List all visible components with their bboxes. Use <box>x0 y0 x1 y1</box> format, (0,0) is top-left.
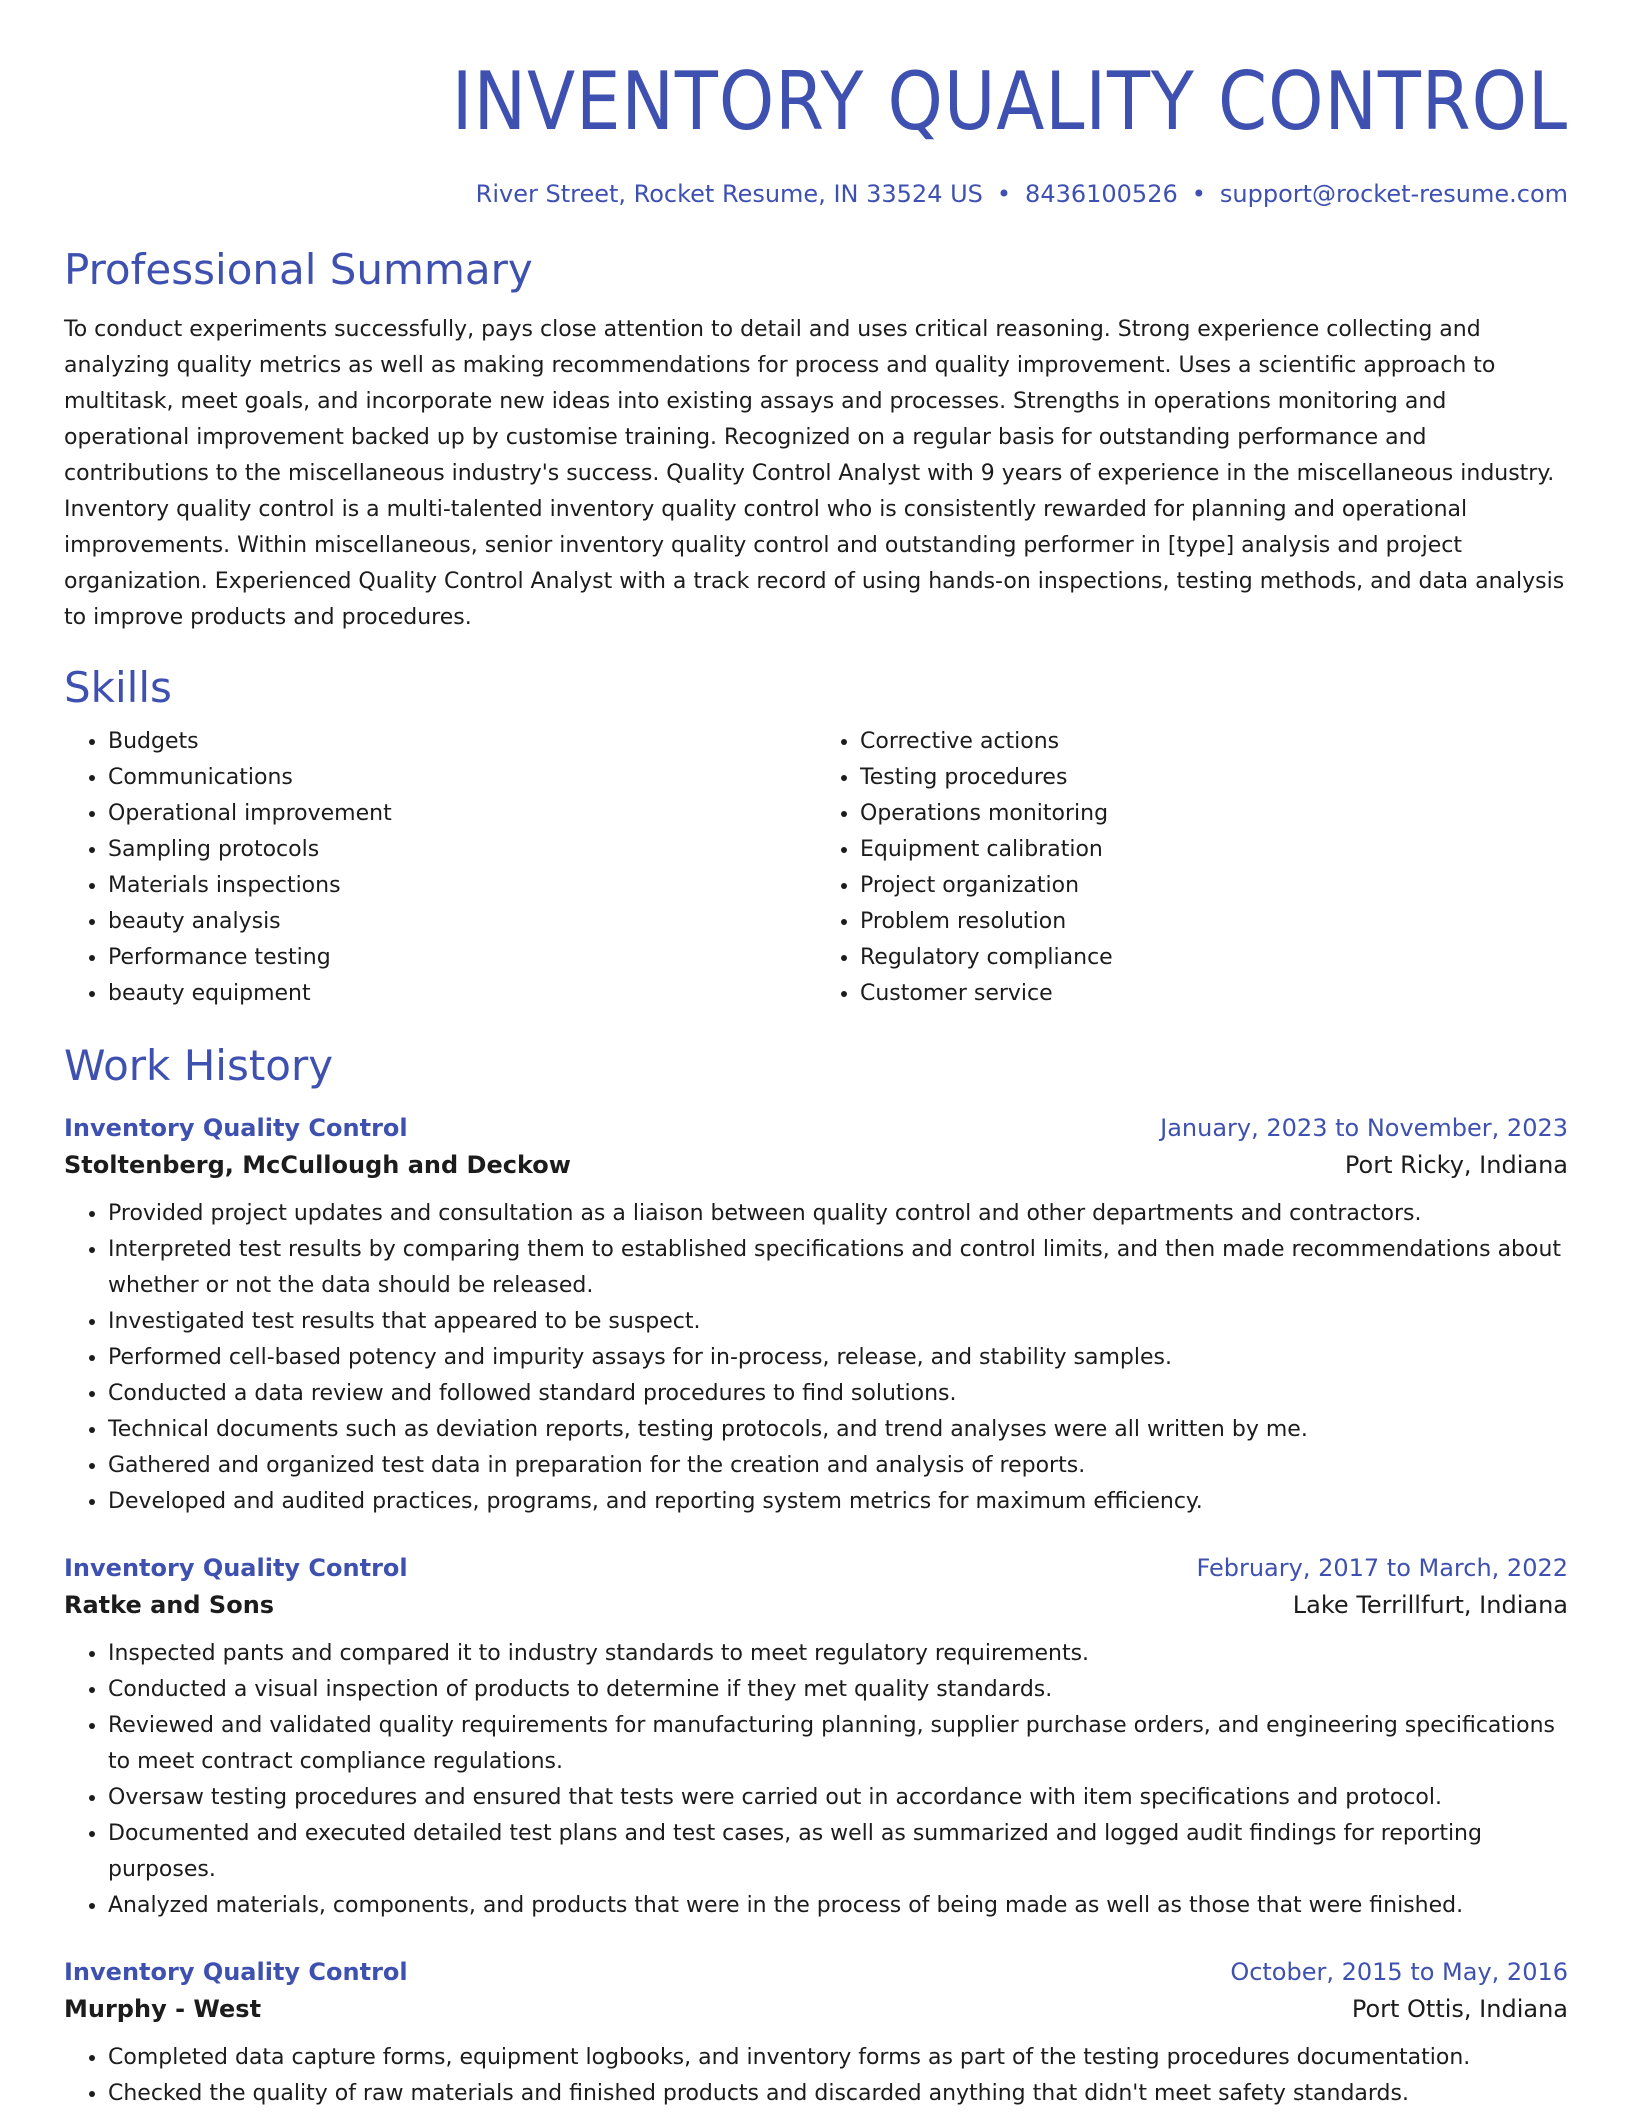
list-item: • beauty equipment <box>108 976 816 1012</box>
skills-heading: Skills <box>64 663 172 712</box>
job-dates: January, 2023 to November, 2023 <box>1160 1114 1568 1142</box>
list-item: • Testing procedures <box>860 760 1568 796</box>
job-entry <box>64 1110 1568 1520</box>
job-bullets <box>64 2040 1568 2112</box>
list-item: • Developed and audited practices, programs, and reporting system metrics for maximum efficiency. <box>108 1484 1568 1520</box>
list-item: • Project organization <box>860 868 1568 904</box>
list-item: • Inspected pants and compared it to industry standards to meet regulatory requirements. <box>108 1636 1568 1672</box>
list-item: • Corrective actions <box>860 724 1568 760</box>
list-item: • Sampling protocols <box>108 832 816 868</box>
job-location: Lake Terrillfurt, Indiana <box>1292 1591 1568 1619</box>
job-title: Inventory Quality Control <box>64 1958 408 1986</box>
skills-columns <box>64 724 1568 1012</box>
list-item: • Performed cell-based potency and impurity assays for in-process, release, and stability samples. <box>108 1340 1568 1376</box>
contact-email: support@rocket-resume.com <box>1219 180 1568 208</box>
list-item: • Technical documents such as deviation reports, testing protocols, and trend analyses were all written by me. <box>108 1412 1568 1448</box>
contact-phone: 8436100526 <box>1025 180 1178 208</box>
job-company-row <box>64 1586 1568 1624</box>
skills-right-list <box>816 724 1568 1012</box>
job-title: Inventory Quality Control <box>64 1554 408 1582</box>
list-item: • Budgets <box>108 724 816 760</box>
list-item: • Performance testing <box>108 940 816 976</box>
list-item: • Customer service <box>860 976 1568 1012</box>
job-location: Port Ricky, Indiana <box>1344 1151 1568 1179</box>
summary-text: To conduct experiments successfully, pays close attention to detail and uses critical reasoning. Strong experience collecting and analyzing quality metrics as well as making recommendations for process and quality improvement. Uses a scientific approach to multitask, meet goals, and incorporate new ideas into existing assays and processes. Strengths in operations monitoring and operational improvement backed up by customise training. Recognized on a regular basis for outstanding performance and contributions to the miscellaneous industry's success. Quality Control Analyst with 9 years of experience in the miscellaneous industry. Inventory quality control is a multi-talented inventory quality control who is consistently rewarded for planning and operational improvements. Within miscellaneous, senior inventory quality control and outstanding performer in [type] analysis and project organization. Experienced Quality Control Analyst with a track record of using hands-on inspections, testing methods, and data analysis to improve products and procedures. <box>64 317 1565 630</box>
list-item: • Problem resolution <box>860 904 1568 940</box>
list-item: • Checked the quality of raw materials and finished products and discarded anything that didn't meet safety standards. <box>108 2076 1568 2112</box>
contact-separator: • <box>996 180 1012 208</box>
summary-heading: Professional Summary <box>64 245 533 294</box>
job-location: Port Ottis, Indiana <box>1351 1995 1568 2023</box>
list-item: • Communications <box>108 760 816 796</box>
job-title: Inventory Quality Control <box>64 1114 408 1142</box>
list-item: • Oversaw testing procedures and ensured that tests were carried out in accordance with item specifications and protocol. <box>108 1780 1568 1816</box>
job-company-row <box>64 1990 1568 2028</box>
list-item: • Completed data capture forms, equipment logbooks, and inventory forms as part of the testing procedures documentation. <box>108 2040 1568 2076</box>
list-item: • Conducted a visual inspection of products to determine if they met quality standards. <box>108 1672 1568 1708</box>
list-item: • Investigated test results that appeared to be suspect. <box>108 1304 1568 1340</box>
list-item: • Regulatory compliance <box>860 940 1568 976</box>
job-header-row <box>64 1110 1568 1146</box>
list-item: • Analyzed materials, components, and products that were in the process of being made as well as those that were finished. <box>108 1888 1568 1924</box>
list-item: • Materials inspections <box>108 868 816 904</box>
job-bullets <box>64 1636 1568 1924</box>
job-company-row <box>64 1146 1568 1184</box>
list-item: • Conducted a data review and followed standard procedures to find solutions. <box>108 1376 1568 1412</box>
job-company: Murphy - West <box>64 1995 262 2023</box>
list-item: • Equipment calibration <box>860 832 1568 868</box>
list-item: • Documented and executed detailed test plans and test cases, as well as summarized and logged audit findings for reporting purposes. <box>108 1816 1568 1888</box>
job-company: Ratke and Sons <box>64 1591 275 1619</box>
work-history-heading: Work History <box>64 1041 334 1090</box>
work-history-list <box>64 1110 1568 2112</box>
list-item: • Interpreted test results by comparing them to established specifications and control limits, and then made recommendations about whether or not the data should be released. <box>108 1232 1568 1304</box>
job-dates: February, 2017 to March, 2022 <box>1196 1554 1568 1582</box>
contact-line <box>64 178 1568 210</box>
list-item: • beauty analysis <box>108 904 816 940</box>
list-item: • Gathered and organized test data in preparation for the creation and analysis of reports. <box>108 1448 1568 1484</box>
job-entry <box>64 1954 1568 2112</box>
job-bullets <box>64 1196 1568 1520</box>
list-item: • Operational improvement <box>108 796 816 832</box>
resume-name: INVENTORY QUALITY CONTROL <box>451 55 1568 148</box>
contact-address: River Street, Rocket Resume, IN 33524 US <box>475 180 983 208</box>
job-company: Stoltenberg, McCullough and Deckow <box>64 1151 571 1179</box>
list-item: • Operations monitoring <box>860 796 1568 832</box>
contact-separator: • <box>1191 180 1206 208</box>
job-header-row <box>64 1954 1568 1990</box>
job-entry <box>64 1550 1568 1924</box>
skills-left-list <box>64 724 816 1012</box>
job-header-row <box>64 1550 1568 1586</box>
job-dates: October, 2015 to May, 2016 <box>1230 1958 1568 1986</box>
list-item: • Provided project updates and consultation as a liaison between quality control and other departments and contractors. <box>108 1196 1568 1232</box>
list-item: • Reviewed and validated quality requirements for manufacturing planning, supplier purchase orders, and engineering specifications to meet contract compliance regulations. <box>108 1708 1568 1780</box>
